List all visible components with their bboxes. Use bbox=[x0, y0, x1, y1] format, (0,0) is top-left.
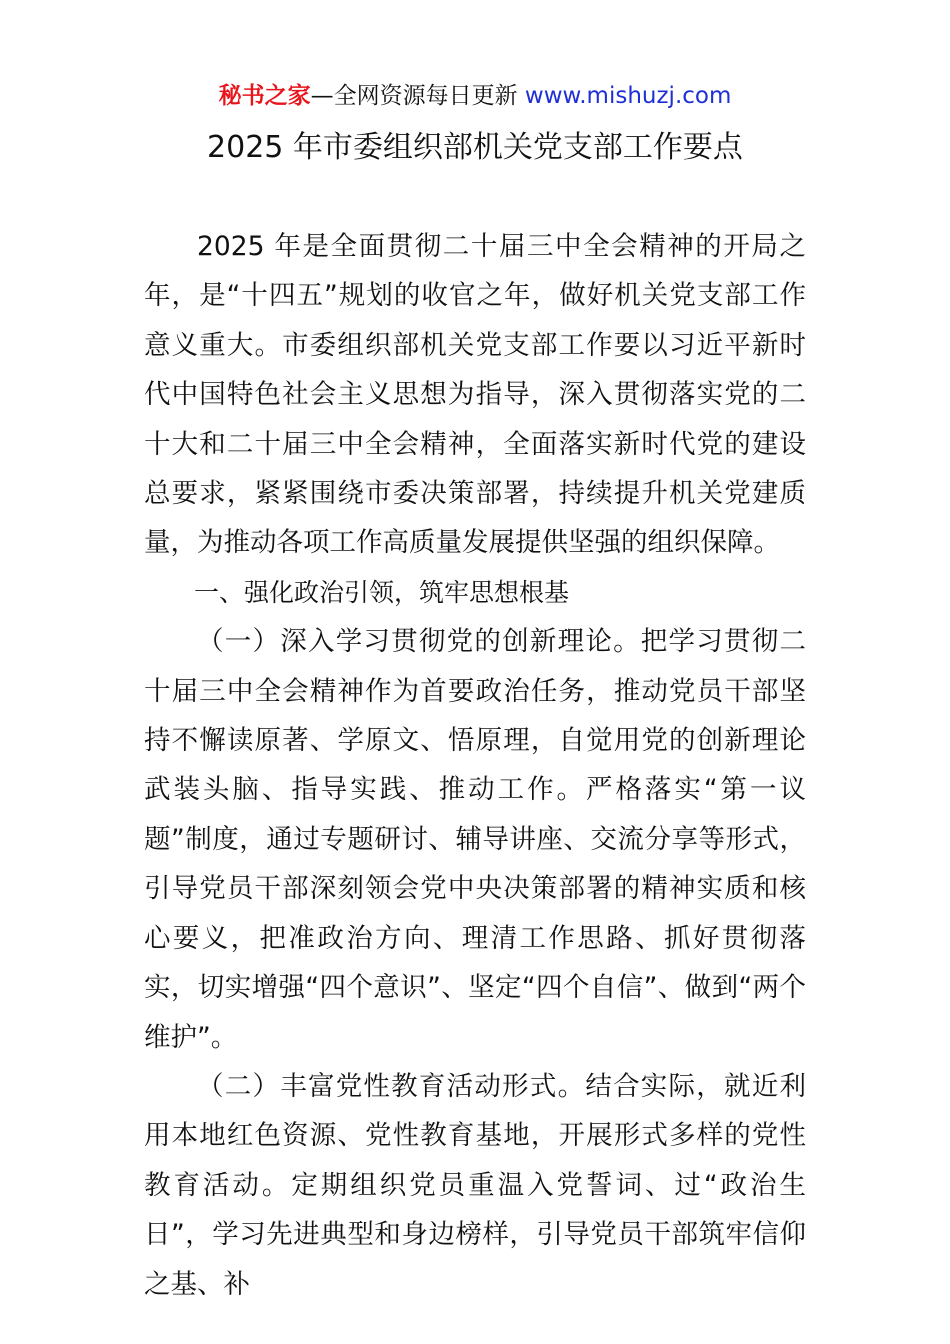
document-body bbox=[144, 222, 806, 1309]
subsection-paragraph-2: （二）丰富党性教育活动形式。结合实际，就近利用本地红色资源、党性教育基地，开展形式多样的党性教育活动。定期组织党员重温入党誓词、过“政治生日”，学习先进典型和身边榜样，引导党员干部筑牢信仰之基、补 bbox=[144, 1070, 806, 1300]
site-tagline: —全网资源每日更新 bbox=[310, 83, 525, 109]
section-heading-1: 一、强化政治引领，筑牢思想根基 bbox=[194, 577, 570, 607]
intro-paragraph: 2025 年是全面贯彻二十届三中全会精神的开局之年，是“十四五”规划的收官之年，做好机关党支部工作意义重大。市委组织部机关党支部工作要以习近平新时代中国特色社会主义思想为指导，深入贯彻落实党的二十大和二十届三中全会精神，全面落实新时代党的建设总要求，紧紧围绕市委决策部署，持续提升机关党建质量，为推动各项工作高质量发展提供坚强的组织保障。 bbox=[144, 231, 806, 559]
site-brand: 秘书之家 bbox=[218, 83, 311, 109]
document-title: 2025 年市委组织部机关党支部工作要点 bbox=[207, 130, 743, 165]
site-header bbox=[0, 80, 950, 112]
site-url-link[interactable]: www.mishuzj.com bbox=[524, 83, 732, 109]
subsection-paragraph-1: （一）深入学习贯彻党的创新理论。把学习贯彻二十届三中全会精神作为首要政治任务，推动党员干部坚持不懈读原著、学原文、悟原理，自觉用党的创新理论武装头脑、指导实践、推动工作。严格落实“第一议题”制度，通过专题研讨、辅导讲座、交流分享等形式，引导党员干部深刻领会党中央决策部署的精神实质和核心要义，把准政治方向、理清工作思路、抓好贯彻落实，切实增强“四个意识”、坚定“四个自信”、做到“两个维护”。 bbox=[144, 626, 806, 1053]
